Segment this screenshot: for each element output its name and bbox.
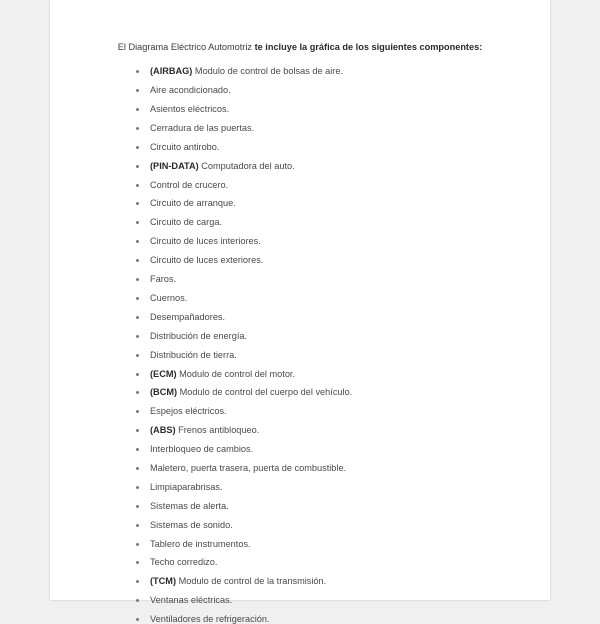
list-item: [136, 406, 512, 416]
list-item-label: Circuito de luces exteriores.: [150, 255, 264, 266]
page-title-emphasis: te incluye la gráfica de los siguientes componentes:: [254, 42, 483, 52]
list-item-label: Maletero, puerta trasera, puerta de combustible.: [150, 462, 347, 473]
list-item-label: Faros.: [150, 274, 177, 285]
list-item-code: (BCM): [150, 387, 178, 398]
list-item-label: Asientos eléctricos.: [150, 104, 230, 115]
list-item: [136, 463, 512, 473]
list-item-label: Computadora del auto.: [198, 160, 295, 171]
list-item-label: Modulo de control de bolsas de aire.: [192, 66, 344, 77]
list-item: [136, 180, 512, 190]
list-item-label: Sistemas de sonido.: [150, 519, 233, 530]
list-item: [136, 123, 512, 133]
document-content: [50, 0, 550, 624]
list-item: [136, 293, 512, 303]
list-item: [136, 217, 512, 227]
list-item: [136, 350, 512, 360]
components-list: [88, 66, 512, 624]
list-item: [136, 274, 512, 284]
list-item-label: Ventiladores de refrigeración.: [150, 614, 270, 624]
list-item: [136, 142, 512, 152]
list-item-label: Circuito de carga.: [150, 217, 223, 228]
list-item: [136, 331, 512, 341]
page-title-lead: El Diagrama Eléctrico Automotriz: [117, 42, 255, 52]
list-item: [136, 501, 512, 511]
list-item: [136, 576, 512, 586]
list-item: [136, 161, 512, 171]
list-item: [136, 66, 512, 76]
list-item-label: Cerradura de las puertas.: [150, 122, 255, 133]
list-item: [136, 236, 512, 246]
list-item: [136, 198, 512, 208]
list-item-label: Tablero de instrumentos.: [150, 538, 251, 549]
list-item-code: (TCM): [150, 576, 177, 587]
list-item: [136, 539, 512, 549]
list-item-code: (ABS): [150, 425, 176, 436]
list-item: [136, 312, 512, 322]
list-item-code: (AIRBAG): [150, 66, 193, 77]
list-item: [136, 520, 512, 530]
list-item-label: Modulo de control de la transmisión.: [176, 576, 327, 587]
list-item-label: Circuito de arranque.: [150, 198, 236, 209]
list-item-label: Distribución de tierra.: [150, 349, 237, 360]
list-item-label: Aire acondicionado.: [150, 85, 231, 96]
list-item-label: Interbloqueo de cambios.: [150, 444, 254, 455]
list-item-label: Limpiaparabrisas.: [150, 481, 223, 492]
list-item-label: Ventanas eléctricas.: [150, 595, 233, 606]
list-item: [136, 255, 512, 265]
list-item-label: Distribución de energía.: [150, 330, 248, 341]
document-page: [50, 0, 550, 624]
list-item-label: Control de crucero.: [150, 179, 229, 190]
list-item-label: Circuito de luces interiores.: [150, 236, 261, 247]
list-item-label: Frenos antibloqueo.: [175, 425, 260, 436]
list-item: [136, 387, 512, 397]
list-item: [136, 369, 512, 379]
list-item: [136, 482, 512, 492]
list-item-label: Sistemas de alerta.: [150, 500, 229, 511]
list-item: [136, 425, 512, 435]
list-item-label: Techo corredizo.: [150, 557, 218, 568]
list-item-label: Modulo de control del motor.: [176, 368, 296, 379]
list-item: [136, 557, 512, 567]
list-item-label: Circuito antirobo.: [150, 141, 220, 152]
list-item-label: Espejos eléctricos.: [150, 406, 227, 417]
list-item-label: Desempañadores.: [150, 311, 226, 322]
list-item: [136, 444, 512, 454]
list-item-code: (PIN-DATA): [150, 160, 199, 171]
list-item: [136, 104, 512, 114]
page-title: [88, 40, 512, 54]
list-item: [136, 595, 512, 605]
list-item: [136, 614, 512, 624]
list-item: [136, 85, 512, 95]
list-item-label: Cuernos.: [150, 292, 188, 303]
list-item-code: (ECM): [150, 368, 177, 379]
list-item-label: Modulo de control del cuerpo del vehículo.: [177, 387, 353, 398]
